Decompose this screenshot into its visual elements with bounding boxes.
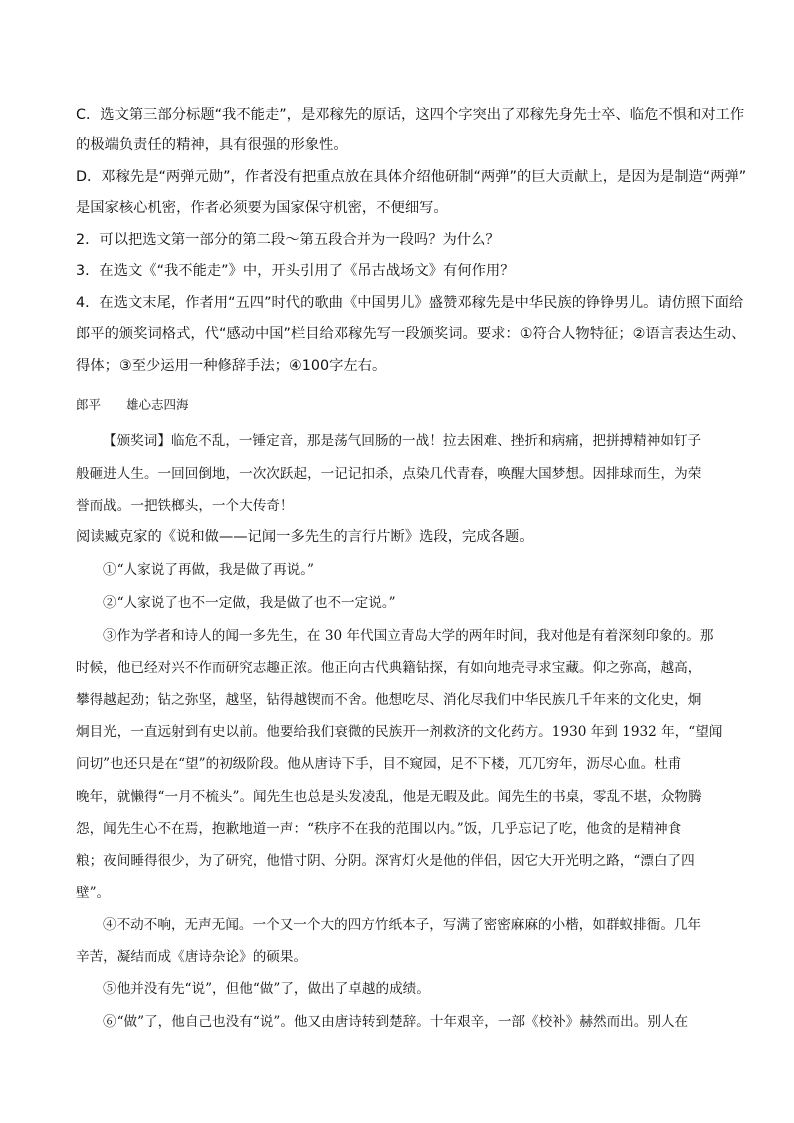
award-example-line-2: 般砸进人生。一回回倒地，一次次跃起，一记记扣杀，点染几代青春，唤醒大国梦想。因排球而生，为荣 bbox=[76, 466, 702, 482]
passage-paragraph-3-line-8: 粮；夜间睡得很少，为了研究，他惜寸阴、分阴。深宵灯火是他的伴侣，因它大开光明之路，“漂白了四 bbox=[76, 853, 695, 869]
question-4-line-2: 郎平的颁奖词格式，代“感动中国”栏目给邓稼先写一段颁奖词。要求：①符合人物特征；②语言表达生动、 bbox=[76, 326, 746, 342]
award-example-line-3: 誉而战。一把铁榔头，一个大传奇！ bbox=[76, 498, 294, 514]
passage-paragraph-3-line-4: 炯目光，一直远射到有史以前。他要给我们衰微的民族开一剂救济的文化药方。1930 年到 1932 年，“望闻 bbox=[76, 724, 723, 740]
option-d-line-1: D．邓稼先是“两弹元勋”，作者没有把重点放在具体介绍他研制“两弹”的巨大贡献上，是因为是制造“两弹” bbox=[76, 169, 747, 185]
passage-paragraph-3-line-3: 攀得越起劲；钻之弥坚，越坚，钻得越锲而不舍。他想吃尽、消化尽我们中华民族几千年来的文化史，炯 bbox=[76, 692, 702, 708]
award-example-heading: 郎平 雄心志四海 bbox=[76, 397, 189, 412]
passage-paragraph-3-line-9: 壁”。 bbox=[76, 885, 111, 901]
question-4-line-3: 得体；③至少运用一种修辞手法；④100字左右。 bbox=[76, 358, 387, 374]
question-4-line-1: 4．在选文末尾，作者用“五四”时代的歌曲《中国男儿》盛赞邓稼先是中华民族的铮铮男儿。请仿照下面给 bbox=[76, 295, 744, 311]
passage-paragraph-3-line-1: ③作为学者和诗人的闻一多先生，在 30 年代国立青岛大学的两年时间，我对他是有着深刻印象的。那 bbox=[103, 628, 714, 644]
passage-paragraph-3-line-2: 时候，他已经对兴不作而研究志趣正浓。他正向古代典籍钻探，有如向地壳寻求宝藏。仰之弥高，越高， bbox=[76, 660, 702, 676]
award-example-line-1: 【颁奖词】临危不乱，一锤定音，那是荡气回肠的一战！拉去困难、挫折和病痛，把拼搏精神如钉子 bbox=[103, 433, 702, 449]
option-c-line-2: 的极端负责任的精神，具有很强的形象性。 bbox=[76, 137, 348, 153]
passage-paragraph-3-line-7: 怨，闻先生心不在焉，抱歉地道一声：“秩序不在我的范围以内。”饭，几乎忘记了吃，他贪的是精神食 bbox=[76, 821, 682, 837]
passage-paragraph-1: ①“人家说了再做，我是做了再说。” bbox=[103, 562, 315, 578]
question-2: 2．可以把选文第一部分的第二段～第五段合并为一段吗？为什么？ bbox=[76, 232, 500, 248]
passage-paragraph-2: ②“人家说了也不一定做，我是做了也不一定说。” bbox=[103, 595, 396, 611]
reading-instruction: 阅读臧克家的《说和做——记闻一多先生的言行片断》选段，完成各题。 bbox=[76, 529, 534, 545]
passage-paragraph-4-line-1: ④不动不响，无声无闻。一个又一个大的四方竹纸本子，写满了密密麻麻的小楷，如群蚁排衙。几年 bbox=[103, 917, 702, 933]
passage-paragraph-6-line-1: ⑥“做”了，他自己也没有“说”。他又由唐诗转到楚辞。十年艰辛，一部《校补》赫然而出。别人在 bbox=[103, 1014, 689, 1030]
passage-paragraph-4-line-2: 辛苦，凝结而成《唐诗杂论》的硕果。 bbox=[76, 949, 308, 965]
passage-paragraph-5: ⑤他并没有先“说”，但他“做”了，做出了卓越的成绩。 bbox=[103, 981, 430, 997]
option-c-line-1: C．选文第三部分标题“我不能走”，是邓稼先的原话，这四个字突出了邓稼先身先士卒、临危不惧和对工作 bbox=[76, 107, 745, 123]
question-3: 3．在选文《“我不能走”》中，开头引用了《吊古战场文》有何作用？ bbox=[76, 263, 515, 279]
passage-paragraph-3-line-5: 问切”也还只是在“望”的初级阶段。他从唐诗下手，目不窥园，足不下楼，兀兀穷年，沥尽心血。杜甫 bbox=[76, 756, 682, 772]
option-d-line-2: 是国家核心机密，作者必须要为国家保守机密，不便细写。 bbox=[76, 200, 448, 216]
passage-paragraph-3-line-6: 晚年，就懒得“一月不梳头”。闻先生也总是头发凌乱，他是无暇及此。闻先生的书桌，零乱不堪，众物腾 bbox=[76, 789, 702, 805]
